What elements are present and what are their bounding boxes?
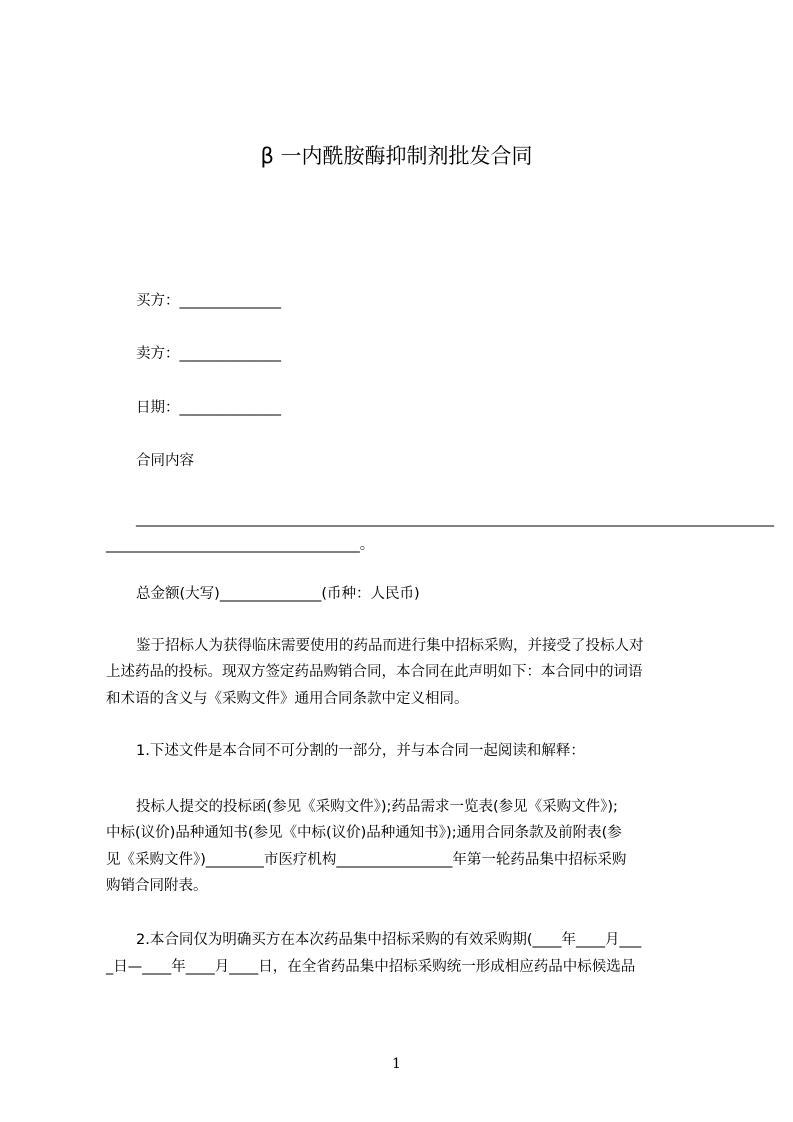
intro-line-1: 鉴于招标人为获得临床需要使用的药品而进行集中招标采购，并接受了投标人对 (136, 638, 644, 654)
content-blank-line-1: ________________________________________________________________________________________ (136, 511, 774, 527)
seller-field: 卖方：______________ (136, 346, 281, 362)
clause-2-line-2: _日—____年____月____日，在全省药品集中招标采购统一形成相应药品中标候选品 (106, 959, 636, 975)
contract-content-label: 合同内容 (136, 453, 194, 469)
document-title: β 一内酰胺酶抑制剂批发合同 (260, 144, 533, 168)
total-amount-field: 总金额(大写)______________(币种：人民币) (136, 586, 420, 602)
clause-1-line-3: 见《采购文件》)________市医疗机构________________年第一轮药品集中招标采购 (106, 852, 627, 868)
intro-line-2: 上述药品的投标。现双方签定药品购销合同，本合同在此声明如下：本合同中的词语 (106, 664, 643, 680)
clause-1-heading: 1.下述文件是本合同不可分割的一部分，并与本合同一起阅读和解释： (136, 743, 585, 759)
page-number: 1 (392, 1056, 401, 1072)
content-blank-line-2: ___________________________________。 (106, 537, 375, 553)
date-field: 日期：______________ (136, 400, 281, 416)
clause-1-line-4: 购销合同附表。 (106, 878, 208, 894)
clause-1-line-1: 投标人提交的投标函(参见《采购文件》);药品需求一览表(参见《采购文件》); (136, 799, 618, 815)
buyer-field: 买方：______________ (136, 293, 281, 309)
clause-2-line-1: 2.本合同仅为明确买方在本次药品集中招标采购的有效采购期(____年____月___ (136, 932, 642, 948)
clause-1-line-2: 中标(议价)品种通知书(参见《中标(议价)品种通知书》);通用合同条款及前附表(参 (106, 825, 622, 841)
intro-line-3: 和术语的含义与《采购文件》通用合同条款中定义相同。 (106, 691, 469, 707)
